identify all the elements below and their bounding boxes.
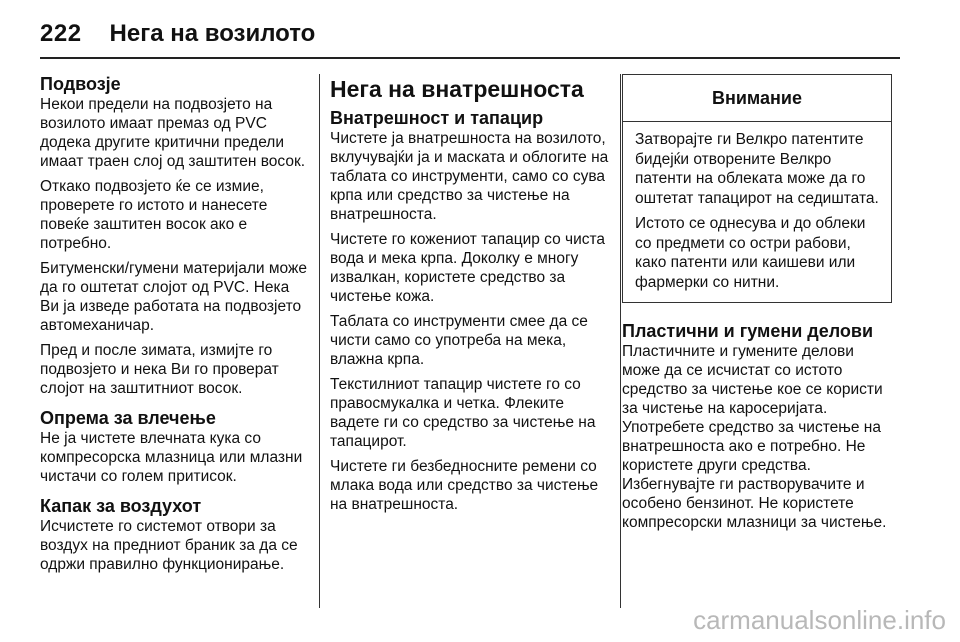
section-air-flap [40,496,310,574]
page-header [40,12,315,56]
section-heading: Капак за воздухот [40,496,202,516]
paragraph: Пластичните и гумените делови може да се исчистат со истото средство за чистење кое се користи за чистење на каросеријата. Употребете средство за чистење на внатрешноста ако е потребно. Не користете други средства. Избегнувајте ги растворувачите и особено бензинот. Не користете компресорски млазници за чистење. [622,343,887,531]
paragraph: Затворајте ги Велкро патентите бидејќи отворените Велкро патенти на облеката може да го оштетат тапацирот на седиштата. [635,131,879,207]
column-1 [40,74,310,584]
section-heading: Опрема за влечење [40,408,216,428]
column-divider-2 [620,74,621,608]
caution-body [623,122,891,302]
paragraph: Текстилниот тапацир чистете го со правосмукалка и четка. Флеките вадете ги со средство за чистење на тапацирот. [330,376,596,450]
paragraph: Чистете го кожениот тапацир со чиста вода и мека крпа. Доколку е многу извалкан, користете средство за чистење кожа. [330,231,606,305]
caution-box [622,74,892,303]
paragraph: Некои предели на подвозјето на возилото имаат премаз од PVC додека другите критични предели имаат траен слој од заштитен восок. [40,96,306,170]
section-heading: Подвозје [40,74,121,94]
caution-heading: Внимание [623,75,891,122]
page-number: 222 [40,20,82,47]
paragraph: Исчистете го системот отвори за воздух на предниот браник за да се одржи правилно функционирање. [40,518,298,573]
paragraph: Истото се однесува и до облеки со предмети со остри рабови, како патенти или каишеви или фармерки со нитни. [635,215,866,291]
section-underbody [40,74,310,398]
paragraph: Откако подвозјето ќе се измие, проверете го истото и нанесете повеќе заштитен восок ако е потребно. [40,178,268,252]
column-divider-1 [319,74,320,608]
header-rule [40,57,900,59]
paragraph: Битуменски/гумени материјали може да го оштетат слојот од PVC. Нека Ви ја изведе работата на подвозјето автомеханичар. [40,260,307,334]
section-heading: Пластични и гумени делови [622,321,874,341]
page-title: Нега на возилото [109,20,316,47]
section-heading: Внатрешност и тапацир [330,108,544,128]
column-2 [330,74,610,520]
paragraph: Не ја чистете влечната кука со компресорска млазница или млазни чистачи со голем притисок. [40,430,303,485]
paragraph: Таблата со инструменти смее да се чисти само со употреба на мека, влажна крпа. [330,313,588,368]
column-3 [622,74,892,542]
section-plastic-rubber [622,321,892,532]
paragraph: Чистете ги безбедносните ремени со млака вода или средство за чистење на внатрешноста. [330,458,599,513]
paragraph: Пред и после зимата, измијте го подвозјето и нека Ви го проверат слојот на заштитниот восок. [40,342,279,397]
interior-care-title: Нега на внатрешноста [330,76,584,102]
watermark: carmanualsonline.info [693,605,946,635]
section-towing-equipment [40,408,310,486]
paragraph: Чистете ја внатрешноста на возилото, вклучувајќи ја и маската и облогите на таблата со инструменти, само со сува крпа или средство за чистење на внатрешноста. [330,130,609,223]
